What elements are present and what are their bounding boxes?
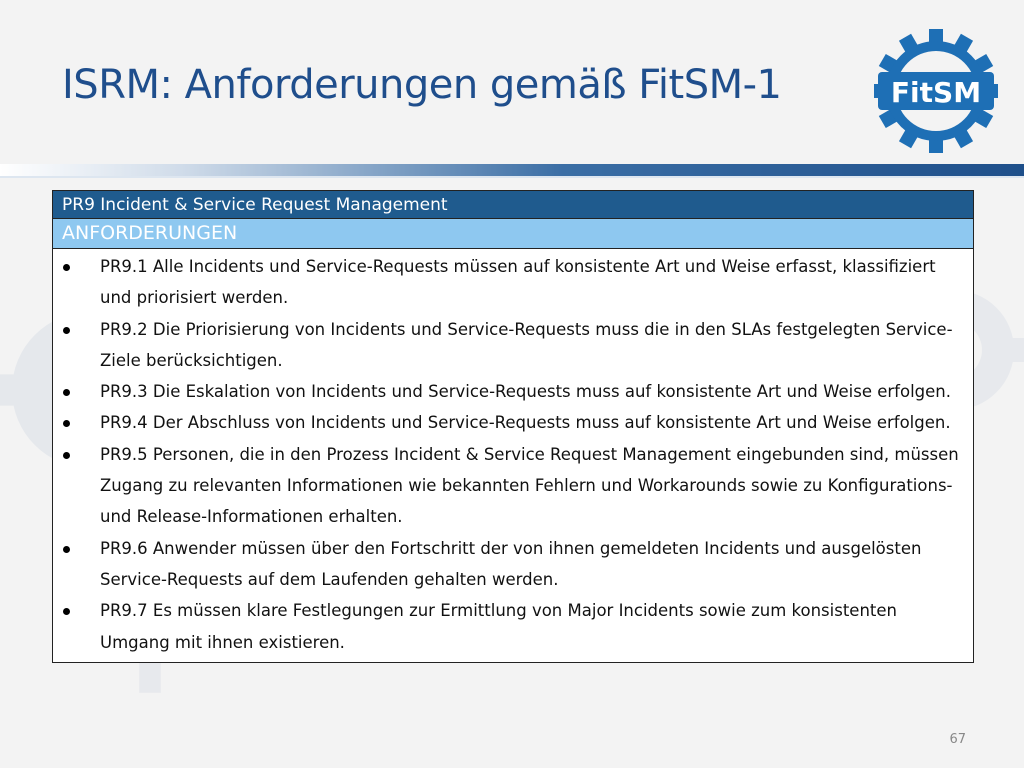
requirement-text: PR9.3 Die Eskalation von Incidents und Service-Requests muss auf konsistente Art und Weise erfolgen. xyxy=(100,382,951,402)
bullet-icon xyxy=(63,452,70,459)
page-number: 67 xyxy=(949,732,966,747)
requirement-text: PR9.1 Alle Incidents und Service-Requests müssen auf konsistente Art und Weise erfasst, klassifiziert und priorisiert werden. xyxy=(100,257,936,308)
bullet-icon xyxy=(63,389,70,396)
fitsm-logo-gear-icon xyxy=(872,27,1000,155)
requirement-text: PR9.7 Es müssen klare Festlegungen zur Ermittlung von Major Incidents sowie zum konsistenten Umgang mit ihnen existieren. xyxy=(100,601,897,652)
header-band-line xyxy=(0,176,1024,178)
bullet-icon xyxy=(63,420,70,427)
requirement-text: PR9.5 Personen, die in den Prozess Incident & Service Request Management eingebunden sind, müssen Zugang zu relevanten Informationen wie bekannten Fehlern und Workarounds sowie zu Konfigurations- und Release-Informationen erhalten. xyxy=(100,444,959,527)
requirement-text: PR9.6 Anwender müssen über den Fortschritt der von ihnen gemeldeten Incidents und ausgelösten Service-Requests auf dem Laufenden gehalten werden. xyxy=(100,538,922,589)
bullet-icon xyxy=(63,264,70,271)
bullet-icon xyxy=(63,608,70,615)
list-item xyxy=(53,407,965,438)
list-item xyxy=(53,533,965,596)
requirement-text: PR9.4 Der Abschluss von Incidents und Service-Requests muss auf konsistente Art und Weise erfolgen. xyxy=(100,413,951,433)
table-header: PR9 Incident & Service Request Management xyxy=(53,191,973,219)
slide-title: ISRM: Anforderungen gemäß FitSM-1 xyxy=(62,62,782,108)
requirements-list xyxy=(53,249,973,662)
logo-text: FitSM xyxy=(890,76,982,109)
table-subheader: ANFORDERUNGEN xyxy=(53,219,973,249)
bullet-icon xyxy=(63,546,70,553)
bullet-icon xyxy=(63,327,70,334)
list-item xyxy=(53,376,965,407)
requirements-table xyxy=(52,190,974,663)
list-item xyxy=(53,314,965,377)
requirement-text: PR9.2 Die Priorisierung von Incidents und Service-Requests muss die in den SLAs festgelegten Service-Ziele berücksichtigen. xyxy=(100,319,953,370)
header-band xyxy=(0,164,1024,176)
list-item xyxy=(53,595,965,658)
list-item xyxy=(53,439,965,533)
list-item xyxy=(53,251,965,314)
